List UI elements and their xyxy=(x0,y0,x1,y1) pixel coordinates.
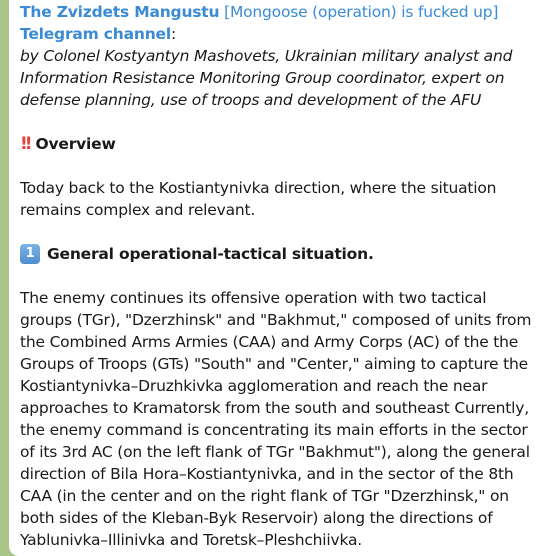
telegram-suffix: : xyxy=(170,25,177,43)
section1-title: General operational-tactical situation. xyxy=(47,245,374,263)
section1-paragraph: The enemy continues its offensive operation with two tactical groups (TGr), "Dzerzhinsk" and "Bakhmut," composed of units from the Combined Arms Armies (CAA) and Army Corps (AC) of the the Groups of Troops (GTs) "South" and "Center," aiming to capture the Kostiantynivka–Druzhkivka agglomeration and reach the near approaches to Kramatorsk from the south and southeast Currently, the enemy command is concentrating its main efforts in the sector of its 3rd AC (on the left flank of TGr "Bakhmut"), along the general direction of Bila Hora–Kostiantynivka, and in the sector of the 8th CAA (in the center and on the right flank of TGr "Dzerzhinsk," on both sides of the Kleban-Byk Reservoir) along the directions of Yablunivka–Illinivka and Toretsk–Pleshchiivka. xyxy=(20,289,532,549)
overview-text: Today back to the Kostiantynivka direction, where the situation remains complex and relevant. xyxy=(20,179,497,219)
telegram-channel-link[interactable]: Telegram channel xyxy=(20,25,171,43)
byline: by Colonel Kostyantyn Mashovets, Ukrainian military analyst and Information Resistance Monitoring Group coordinator, expert on defense planning, use of troops and development of the AFU xyxy=(20,47,513,109)
message-bubble xyxy=(9,0,549,556)
overview-title: Overview xyxy=(35,135,116,153)
double-exclamation-icon: !! xyxy=(20,134,30,154)
overview-heading xyxy=(20,133,541,155)
keycap-one-icon: 1 xyxy=(20,244,40,264)
tagline-link[interactable]: [Mongoose (operation) is fucked up] xyxy=(224,3,499,21)
section1-heading xyxy=(20,243,541,265)
channel-name-link[interactable]: The Zvizdets Mangustu xyxy=(20,3,220,21)
message-header xyxy=(20,1,541,45)
